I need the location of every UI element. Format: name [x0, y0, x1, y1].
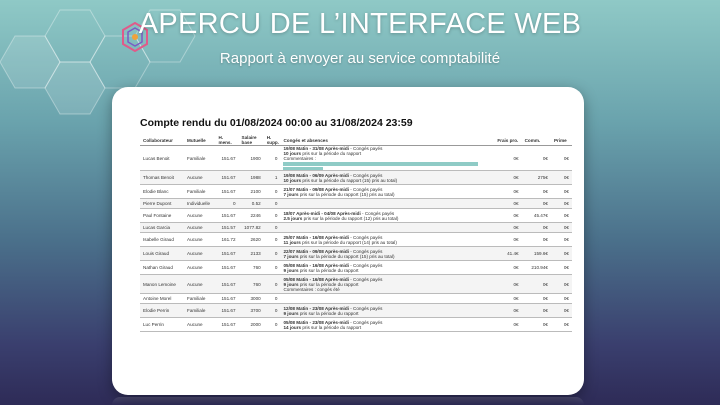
page-title: APERCU DE L’INTERFACE WEB: [138, 8, 582, 40]
absence-dates: 19/08 Matin - 31/08 Après-midi: [283, 146, 349, 151]
absence-note: pris sur la période du rapport: [302, 324, 362, 330]
mutuelle-cell: Familiale: [184, 185, 215, 199]
conges-cell: 25/07 Matin - 16/08 Après-midi - Congés payés 11 jours pris sur la période du rapport (14) pris au total): [280, 233, 494, 247]
mutuelle-cell: Familiale: [184, 294, 215, 304]
col-header-conges: Congés et absences: [280, 135, 494, 146]
salaire-base-cell: 2246: [239, 209, 264, 223]
absence-type: Congés payés: [353, 262, 383, 268]
h-mens-cell: 151.67: [215, 294, 238, 304]
absence-days: 11 jours: [283, 239, 301, 245]
h-supp-cell: 0: [264, 199, 281, 209]
h-mens-cell: 151.67: [215, 275, 238, 294]
frais-pro-cell: 0€: [494, 261, 521, 275]
frais-pro-cell: 0€: [494, 199, 521, 209]
table-row: [140, 223, 572, 233]
absence-note: pris sur la période du rapport: [299, 267, 359, 273]
comm-cell: 159.6€: [522, 247, 551, 261]
salaire-base-cell: 1900: [239, 146, 264, 171]
absence-dates: 18/07 Après-midi - 04/08 Après-midi: [283, 210, 361, 216]
conges-cell: [280, 294, 494, 304]
h-supp-cell: 0: [264, 304, 281, 318]
absence-type: Congés payés: [353, 172, 383, 178]
table-header-row: [140, 135, 572, 146]
conges-cell: 22/07 Matin - 09/08 Après-midi - Congés payés 7 jours pris sur la période du rapport (15) pris au total): [280, 247, 494, 261]
mutuelle-cell: Aucune: [184, 261, 215, 275]
h-supp-cell: 0: [264, 261, 281, 275]
absence-comment: Commentaires :: [283, 156, 316, 161]
collaborateur-cell: Luc Perrin: [140, 318, 184, 332]
h-supp-cell: 1: [264, 171, 281, 185]
absence-dates: 05/08 Matin - 16/08 Après-midi: [283, 262, 349, 268]
mutuelle-cell: Aucune: [184, 209, 215, 223]
prime-cell: 0€: [551, 185, 572, 199]
h-supp-cell: 0: [264, 294, 281, 304]
col-header-h-mens: H. mens.: [215, 135, 238, 146]
prime-cell: 0€: [551, 247, 572, 261]
table-row: [140, 275, 572, 294]
comm-cell: 210.94€: [522, 261, 551, 275]
salaire-base-cell: 1988: [239, 171, 264, 185]
salaire-base-cell: 3000: [239, 294, 264, 304]
absence-note: pris sur la période du rapport (15) pris au total): [299, 253, 395, 259]
frais-pro-cell: 0€: [494, 275, 521, 294]
absence-days: 9 jours: [283, 267, 299, 273]
mutuelle-cell: Individuelle: [184, 199, 215, 209]
col-header-frais-pro: Frais pro.: [494, 135, 521, 146]
h-supp-cell: 0: [264, 223, 281, 233]
collaborateur-cell: Lucas Benoit: [140, 146, 184, 171]
table-row: [140, 171, 572, 185]
comm-cell: 0€: [522, 294, 551, 304]
absence-days: 7 jours: [283, 191, 299, 197]
mutuelle-cell: Aucune: [184, 171, 215, 185]
collaborateur-cell: Paul Fontaine: [140, 209, 184, 223]
h-mens-cell: 151.67: [215, 304, 238, 318]
h-supp-cell: 0: [264, 247, 281, 261]
collaborateur-cell: Isabelle Giraud: [140, 233, 184, 247]
col-header-comm: Comm.: [522, 135, 551, 146]
absence-type: Congés payés: [353, 234, 383, 240]
conges-cell: 12/08 Matin - 23/08 Après-midi - Congés payés 9 jours pris sur la période du rapport: [280, 304, 494, 318]
conges-cell: 21/07 Matin - 09/08 Après-midi - Congés payés 7 jours pris sur la période du rapport (15) pris au total): [280, 185, 494, 199]
table-row: [140, 185, 572, 199]
absence-dates: 19/08 Matin - 06/09 Après-midi: [283, 172, 349, 178]
h-mens-cell: 151.57: [215, 223, 238, 233]
comm-cell: 0€: [522, 318, 551, 332]
comm-cell: 0€: [522, 199, 551, 209]
absence-comment: Commentaires : congés été: [283, 286, 340, 292]
table-row: [140, 247, 572, 261]
prime-cell: 0€: [551, 294, 572, 304]
collaborateur-cell: Elodie Perrin: [140, 304, 184, 318]
mutuelle-cell: Aucune: [184, 247, 215, 261]
conges-cell: [280, 223, 494, 233]
h-supp-cell: 0: [264, 146, 281, 171]
salaire-base-cell: 2100: [239, 185, 264, 199]
h-mens-cell: 151.67: [215, 318, 238, 332]
absence-note: pris sur la période du rapport (12) pris au total): [303, 215, 399, 221]
h-mens-cell: 0: [215, 199, 238, 209]
prime-cell: 0€: [551, 209, 572, 223]
salaire-base-cell: 3700: [239, 304, 264, 318]
salaire-base-cell: 2620: [239, 233, 264, 247]
absence-note: pris sur la période du rapport: [299, 310, 359, 316]
conges-cell: 19/08 Matin - 06/09 Après-midi - Congés payés 10 jours pris sur la période du rapport (15) pris au total): [280, 171, 494, 185]
prime-cell: 0€: [551, 199, 572, 209]
prime-cell: 0€: [551, 146, 572, 171]
collaborateur-cell: Louis Giraud: [140, 247, 184, 261]
mutuelle-cell: Aucune: [184, 318, 215, 332]
absence-dates: 05/08 Matin - 23/08 Après-midi: [283, 319, 349, 325]
absence-type: Congés payés: [364, 210, 395, 216]
frais-pro-cell: 41.4€: [494, 247, 521, 261]
mutuelle-cell: Familiale: [184, 146, 215, 171]
comment-field-bar: [283, 162, 478, 166]
absence-days: 14 jours: [283, 324, 302, 330]
absence-type: Congés payés: [353, 276, 383, 282]
h-supp-cell: 0: [264, 318, 281, 332]
frais-pro-cell: 0€: [494, 233, 521, 247]
table-row: [140, 304, 572, 318]
col-header-collaborateur: Collaborateur: [140, 135, 184, 146]
prime-cell: 0€: [551, 318, 572, 332]
report-title: Compte rendu du 01/08/2024 00:00 au 31/08/2024 23:59: [140, 117, 413, 129]
h-mens-cell: 151.67: [215, 185, 238, 199]
table-row: [140, 233, 572, 247]
h-mens-cell: 151.67: [215, 261, 238, 275]
mutuelle-cell: Aucune: [184, 233, 215, 247]
absence-type: Congés payés: [353, 319, 383, 325]
conges-cell: 05/08 Matin - 23/08 Après-midi - Congés payés 14 jours pris sur la période du rapport: [280, 318, 494, 332]
absence-dates: 12/08 Matin - 23/08 Après-midi: [283, 305, 349, 311]
absence-note: pris sur la période du rapport (15) pris au total): [302, 177, 398, 183]
prime-cell: 0€: [551, 304, 572, 318]
col-header-mutuelle: Mutuelle: [184, 135, 215, 146]
collaborateur-cell: Lucas Garcia: [140, 223, 184, 233]
h-supp-cell: 0: [264, 233, 281, 247]
frais-pro-cell: 0€: [494, 318, 521, 332]
mutuelle-cell: Aucune: [184, 275, 215, 294]
comm-cell: 0€: [522, 146, 551, 171]
absence-type: Congés payés: [353, 186, 383, 192]
table-row: [140, 318, 572, 332]
conges-cell: 05/08 Matin - 16/08 Après-midi - Congés payés 9 jours pris sur la période du rapport Commentaires : congés été: [280, 275, 494, 294]
h-supp-cell: 0: [264, 275, 281, 294]
absence-note: pris sur la période du rapport: [302, 151, 362, 156]
h-mens-cell: 151.67: [215, 247, 238, 261]
comm-cell: 0€: [522, 223, 551, 233]
prime-cell: 0€: [551, 171, 572, 185]
report-table: [140, 135, 572, 332]
absence-type: Congés payés: [353, 146, 383, 151]
comm-cell: 0€: [522, 185, 551, 199]
collaborateur-cell: Nathan Giraud: [140, 261, 184, 275]
salaire-base-cell: 760: [239, 275, 264, 294]
table-row: [140, 199, 572, 209]
table-row: [140, 209, 572, 223]
collaborateur-cell: Thomas Benoit: [140, 171, 184, 185]
frais-pro-cell: 0€: [494, 185, 521, 199]
collaborateur-cell: Antoine Morel: [140, 294, 184, 304]
salaire-base-cell: 2133: [239, 247, 264, 261]
conges-cell: 19/08 Matin - 31/08 Après-midi - Congés payés 10 jours pris sur la période du rapport Commentaires :: [280, 146, 494, 171]
absence-days: 10 jours: [283, 151, 302, 156]
h-supp-cell: 0: [264, 209, 281, 223]
prime-cell: 0€: [551, 233, 572, 247]
absence-days: 9 jours: [283, 281, 299, 287]
prime-cell: 0€: [551, 275, 572, 294]
card-reflection: [112, 397, 584, 405]
prime-cell: 0€: [551, 223, 572, 233]
table-row: [140, 146, 572, 171]
absence-type: Congés payés: [353, 305, 383, 311]
frais-pro-cell: 0€: [494, 171, 521, 185]
absence-dates: 21/07 Matin - 09/08 Après-midi: [283, 186, 349, 192]
collaborateur-cell: Manon Lemoine: [140, 275, 184, 294]
collaborateur-cell: Pierre Dupont: [140, 199, 184, 209]
mutuelle-cell: Familiale: [184, 304, 215, 318]
absence-dates: 22/07 Matin - 09/08 Après-midi: [283, 248, 349, 254]
col-header-h-supp: H. supp.: [264, 135, 281, 146]
comm-cell: 45.47€: [522, 209, 551, 223]
mutuelle-cell: Aucune: [184, 223, 215, 233]
col-header-salaire-base: Salaire base: [239, 135, 264, 146]
h-mens-cell: 151.67: [215, 171, 238, 185]
absence-dates: 05/08 Matin - 16/08 Après-midi: [283, 276, 349, 282]
h-mens-cell: 151.67: [215, 209, 238, 223]
page-subtitle: Rapport à envoyer au service comptabilité: [219, 50, 501, 67]
absence-days: 2.5 jours: [283, 215, 303, 221]
comment-field-bar: [283, 167, 323, 171]
h-supp-cell: 0: [264, 185, 281, 199]
comm-cell: 275€: [522, 171, 551, 185]
salaire-base-cell: 1077.82: [239, 223, 264, 233]
frais-pro-cell: 0€: [494, 146, 521, 171]
frais-pro-cell: 0€: [494, 209, 521, 223]
absence-note: pris sur la période du rapport (14) pris au total): [302, 239, 397, 245]
frais-pro-cell: 0€: [494, 304, 521, 318]
h-mens-cell: 161.72: [215, 233, 238, 247]
conges-cell: 18/07 Après-midi - 04/08 Après-midi - Congés payés 2.5 jours pris sur la période du rapport (12) pris au total): [280, 209, 494, 223]
absence-dates: 25/07 Matin - 16/08 Après-midi: [283, 234, 349, 240]
frais-pro-cell: 0€: [494, 294, 521, 304]
collaborateur-cell: Elodie Blanc: [140, 185, 184, 199]
comm-cell: 0€: [522, 275, 551, 294]
table-row: [140, 261, 572, 275]
comm-cell: 0€: [522, 304, 551, 318]
absence-note: pris sur la période du rapport (15) pris au total): [299, 191, 395, 197]
salaire-base-cell: 0.52: [239, 199, 264, 209]
absence-days: 7 jours: [283, 253, 299, 259]
h-mens-cell: 151.67: [215, 146, 238, 171]
table-row: [140, 294, 572, 304]
frais-pro-cell: 0€: [494, 223, 521, 233]
absence-days: 9 jours: [283, 310, 299, 316]
comm-cell: 0€: [522, 233, 551, 247]
conges-cell: [280, 199, 494, 209]
absence-type: Congés payés: [353, 248, 383, 254]
absence-note: pris sur la période du rapport: [299, 281, 359, 287]
salaire-base-cell: 2000: [239, 318, 264, 332]
col-header-prime: Prime: [551, 135, 572, 146]
conges-cell: 05/08 Matin - 16/08 Après-midi - Congés payés 9 jours pris sur la période du rapport: [280, 261, 494, 275]
salaire-base-cell: 760: [239, 261, 264, 275]
absence-days: 10 jours: [283, 177, 302, 183]
prime-cell: 0€: [551, 261, 572, 275]
